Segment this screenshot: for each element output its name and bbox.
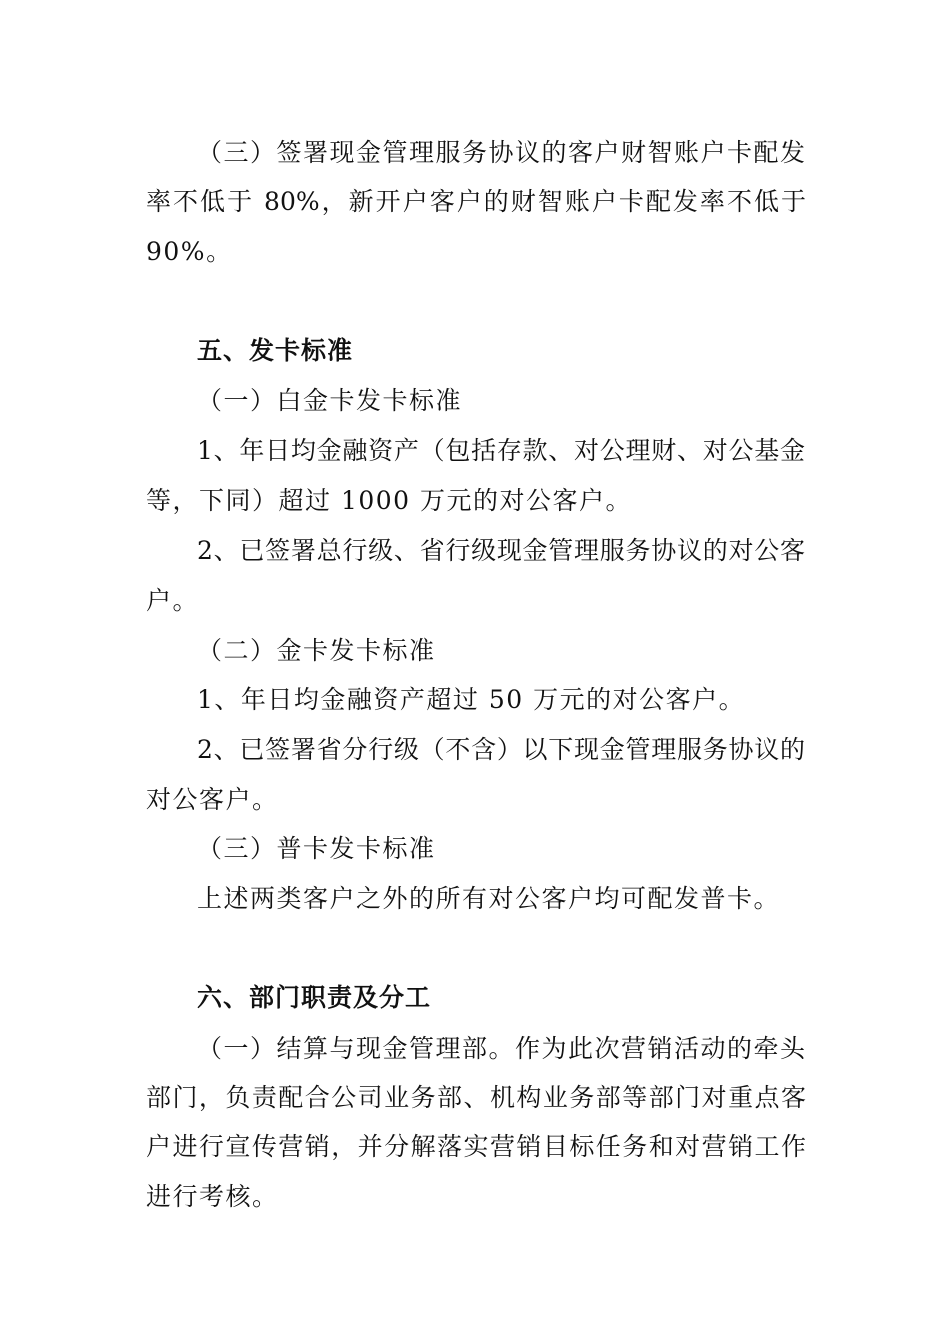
section5-heading: 五、发卡标准 <box>197 336 354 365</box>
s5-sub1-item1-line1: 1、年日均金融资产（包括存款、对公理财、对公基金 <box>197 436 805 465</box>
s5-sub1-item2-line2: 户。 <box>146 586 200 615</box>
s6-sub1-line1: （一）结算与现金管理部。作为此次营销活动的牵头 <box>197 1034 805 1063</box>
s6-sub1-line3: 户进行宣传营销，并分解落实营销目标任务和对营销工作 <box>146 1132 806 1161</box>
s4-item3-line1: （三）签署现金管理服务协议的客户财智账户卡配发 <box>197 138 805 167</box>
s5-sub2-title: （二）金卡发卡标准 <box>197 636 436 665</box>
s5-sub2-item1: 1、年日均金融资产超过 50 万元的对公客户。 <box>197 685 746 714</box>
section6-heading: 六、部门职责及分工 <box>197 983 432 1012</box>
s5-sub2-item2-line1: 2、已签署省分行级（不含）以下现金管理服务协议的 <box>197 735 805 764</box>
s5-sub3-text: 上述两类客户之外的所有对公客户均可配发普卡。 <box>197 884 781 913</box>
s5-sub2-item2-line2: 对公客户。 <box>146 785 279 814</box>
s5-sub1-item2-line1: 2、已签署总行级、省行级现金管理服务协议的对公客 <box>197 536 805 565</box>
s5-sub1-title: （一）白金卡发卡标准 <box>197 386 463 415</box>
s4-item3-line3: 90%。 <box>146 237 233 266</box>
s5-sub3-title: （三）普卡发卡标准 <box>197 834 436 863</box>
s4-item3-line2: 率不低于 80%，新开户客户的财智账户卡配发率不低于 <box>146 187 806 216</box>
s6-sub1-line4: 进行考核。 <box>146 1182 279 1211</box>
s6-sub1-line2: 部门，负责配合公司业务部、机构业务部等部门对重点客 <box>146 1083 806 1112</box>
s5-sub1-item1-line2: 等，下同）超过 1000 万元的对公客户。 <box>146 486 633 515</box>
